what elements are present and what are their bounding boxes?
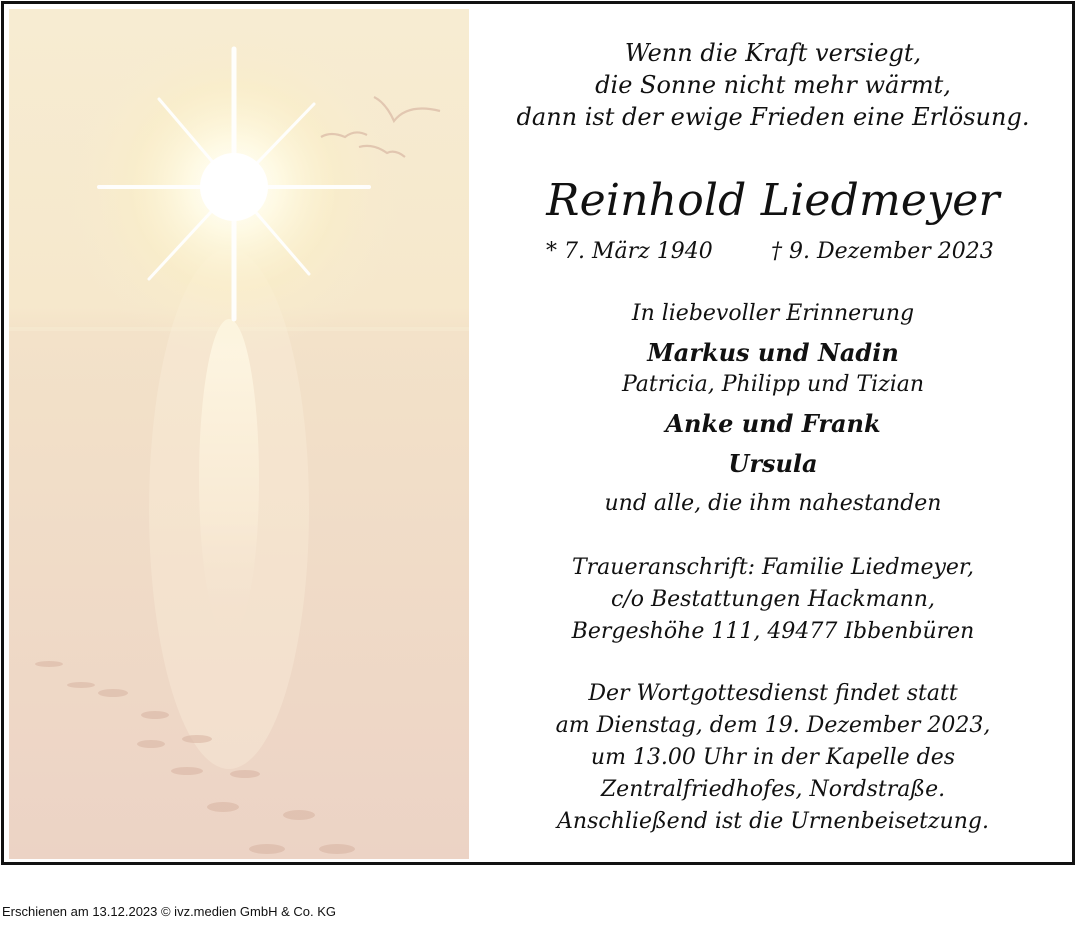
service-line-3: um 13.00 Uhr in der Kapelle des bbox=[590, 745, 956, 770]
address-line-3: Bergeshöhe 111, 49477 Ibbenbüren bbox=[571, 619, 975, 644]
obituary-notice bbox=[1, 1, 1075, 865]
deceased-name: Reinhold Liedmeyer bbox=[546, 175, 1000, 226]
mourner-group-3: Ursula bbox=[728, 449, 818, 478]
address-line-1: Traueranschrift: Familie Liedmeyer, bbox=[571, 555, 975, 580]
service-line-1: Der Wortgottesdienst findet statt bbox=[588, 681, 958, 706]
verse-line-3: dann ist der ewige Frieden eine Erlösung. bbox=[516, 103, 1030, 131]
sunset-sea-image bbox=[9, 9, 469, 859]
address-line-2: c/o Bestattungen Hackmann, bbox=[611, 587, 935, 612]
notice-text bbox=[474, 9, 1072, 859]
service-line-4: Zentralfriedhofes, Nordstraße. bbox=[600, 777, 946, 802]
service-line-5: Anschließend ist die Urnenbeisetzung. bbox=[557, 809, 989, 834]
sunset-illustration bbox=[9, 9, 469, 859]
mourner-group-1: Markus und Nadin bbox=[647, 338, 899, 367]
verse-line-2: die Sonne nicht mehr wärmt, bbox=[595, 71, 951, 99]
service-line-2: am Dienstag, dem 19. Dezember 2023, bbox=[555, 713, 991, 738]
verse-line-1: Wenn die Kraft versiegt, bbox=[624, 39, 922, 67]
publication-footer: Erschienen am 13.12.2023 © ivz.medien GmbH & Co. KG bbox=[2, 904, 337, 919]
mourner-group-1-children: Patricia, Philipp und Tizian bbox=[621, 372, 925, 397]
mourner-group-2: Anke und Frank bbox=[665, 409, 881, 438]
birth-date: * 7. März 1940 bbox=[546, 239, 713, 264]
mourners-intro: In liebevoller Erinnerung bbox=[631, 301, 915, 326]
death-date: † 9. Dezember 2023 bbox=[771, 239, 994, 264]
mourners-closing: und alle, die ihm nahestanden bbox=[604, 491, 942, 516]
